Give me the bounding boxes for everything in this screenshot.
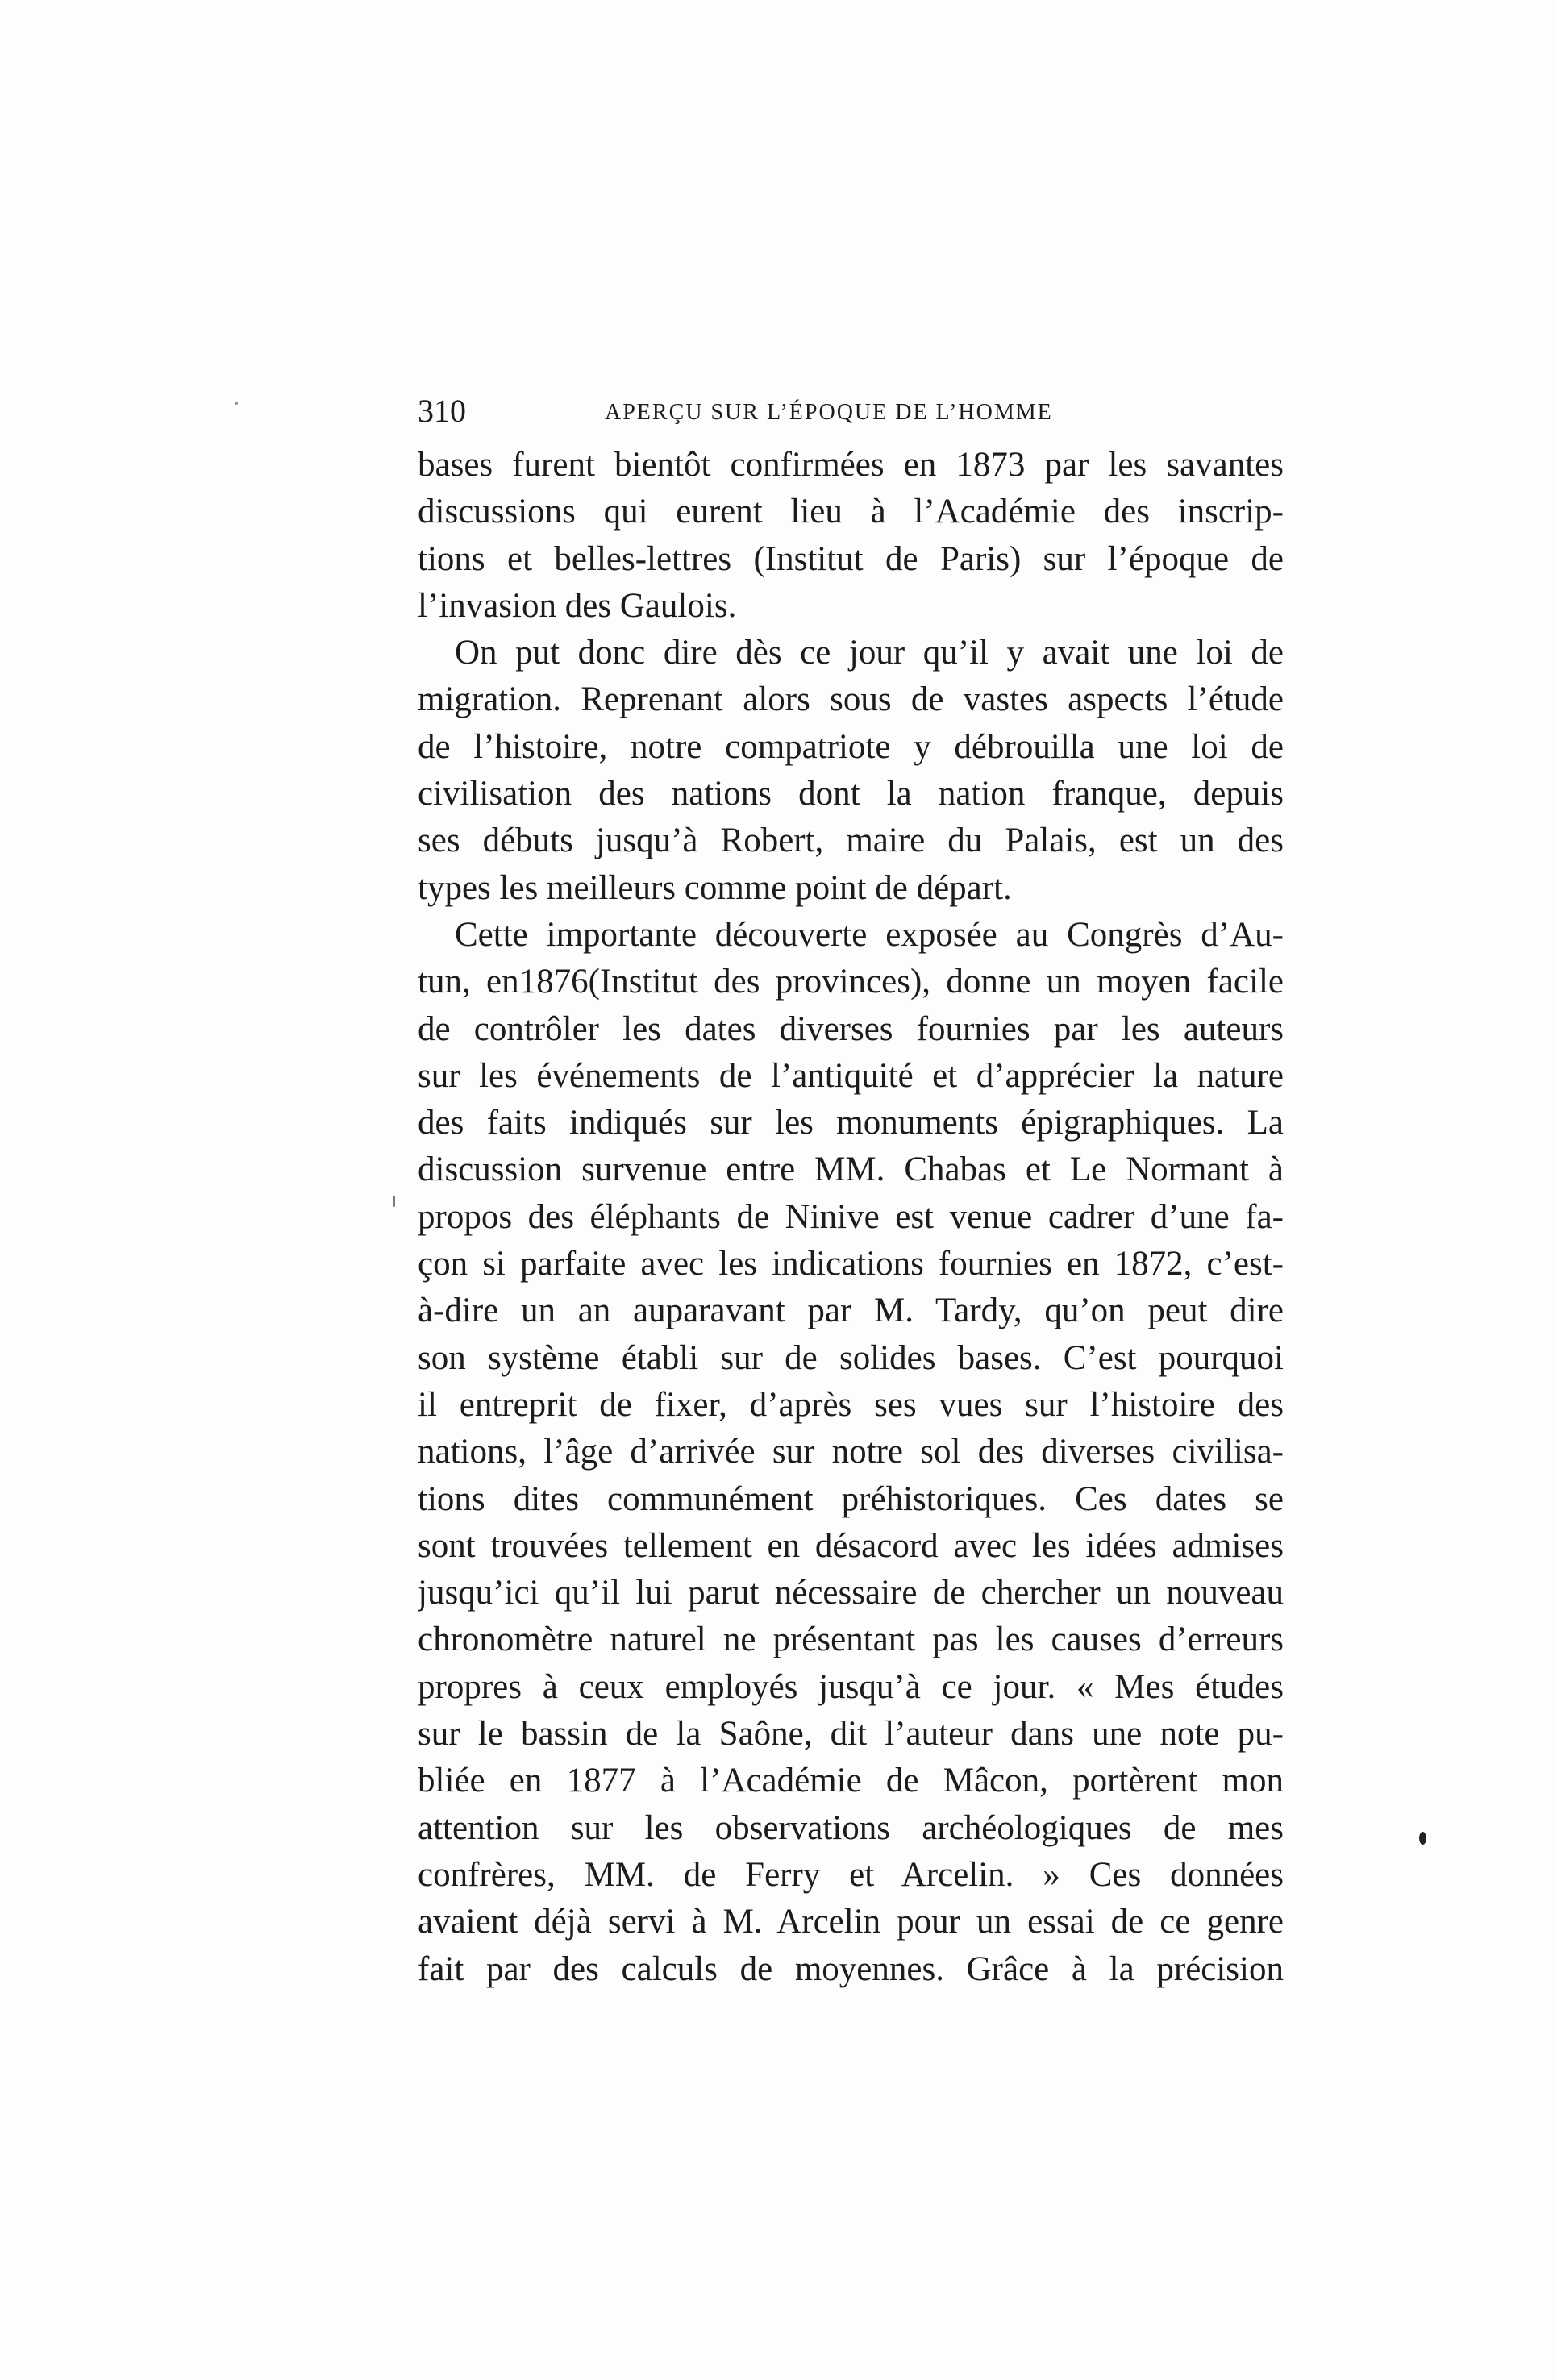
text-line: migration. Reprenant alors sous de vastes aspects l’étude [418,680,1284,719]
text-line: çon si parfaite avec les indications fournies en 1872, c’est- [418,1245,1284,1284]
running-title: APERÇU SUR L’ÉPOQUE DE L’HOMME [605,400,1053,425]
ink-speck [235,402,238,405]
text-line: de l’histoire, notre compatriote y débrouilla une loi de [418,727,1284,766]
text-line: discussion survenue entre MM. Chabas et Le Normant à [418,1150,1284,1189]
text-line: discussions qui eurent lieu à l’Académie des inscrip- [418,493,1284,531]
text-line: chronomètre naturel ne présentant pas les causes d’erreurs [418,1621,1284,1659]
text-line: On put donc dire dès ce jour qu’il y avait une loi de [455,634,1284,672]
text-line: nations, l’âge d’arrivée sur notre sol des diverses civilisa- [418,1433,1284,1471]
text-line: tions et belles-lettres (Institut de Paris) sur l’époque de [418,539,1284,578]
text-line: il entreprit de fixer, d’après ses vues sur l’histoire des [418,1385,1284,1424]
text-line: son système établi sur de solides bases. C’est pourquoi [418,1338,1284,1377]
text-line: civilisation des nations dont la nation franque, depuis [418,775,1284,813]
text-line: propres à ceux employés jusqu’à ce jour. « Mes études [418,1667,1284,1706]
text-line: types les meilleurs comme point de départ. [418,868,1012,907]
text-line: propos des éléphants de Ninive est venue cadrer d’une fa- [418,1197,1284,1236]
body-text [418,442,1284,1993]
text-line: sur le bassin de la Saône, dit l’auteur dans une note pu- [418,1715,1284,1754]
text-line: sont trouvées tellement en désacord avec les idées admises [418,1526,1284,1565]
text-line: jusqu’ici qu’il lui parut nécessaire de chercher un nouveau [418,1574,1284,1612]
text-line: des faits indiqués sur les monuments épigraphiques. La [418,1104,1284,1142]
text-line: bliée en 1877 à l’Académie de Mâcon, portèrent mon [418,1762,1284,1800]
text-line: fait par des calculs de moyennes. Grâce à la précision [418,1949,1284,1988]
text-line: avaient déjà servi à M. Arcelin pour un essai de ce genre [418,1903,1284,1941]
text-line: tions dites communément préhistoriques. Ces dates se [418,1479,1284,1518]
text-line: de contrôler les dates diverses fournies par les auteurs [418,1009,1284,1048]
page-header [418,390,1284,432]
ink-speck [393,1196,395,1207]
text-line: attention sur les observations archéologiques de mes [418,1808,1284,1847]
text-line: à-dire un an auparavant par M. Tardy, qu’on peut dire [418,1292,1284,1330]
text-line: l’invasion des Gaulois. [418,586,737,625]
text-line: ses débuts jusqu’à Robert, maire du Palais, est un des [418,822,1284,860]
ink-speck [1419,1832,1426,1845]
text-line: Cette importante découverte exposée au Congrès d’Au- [455,915,1284,954]
text-line: sur les événements de l’antiquité et d’apprécier la nature [418,1056,1284,1095]
page-number: 310 [418,393,466,429]
text-line: confrères, MM. de Ferry et Arcelin. » Ces données [418,1855,1284,1894]
text-line: bases furent bientôt confirmées en 1873 par les savantes [418,446,1284,484]
text-line: tun, en1876(Institut des provinces), donne un moyen facile [418,963,1284,1001]
